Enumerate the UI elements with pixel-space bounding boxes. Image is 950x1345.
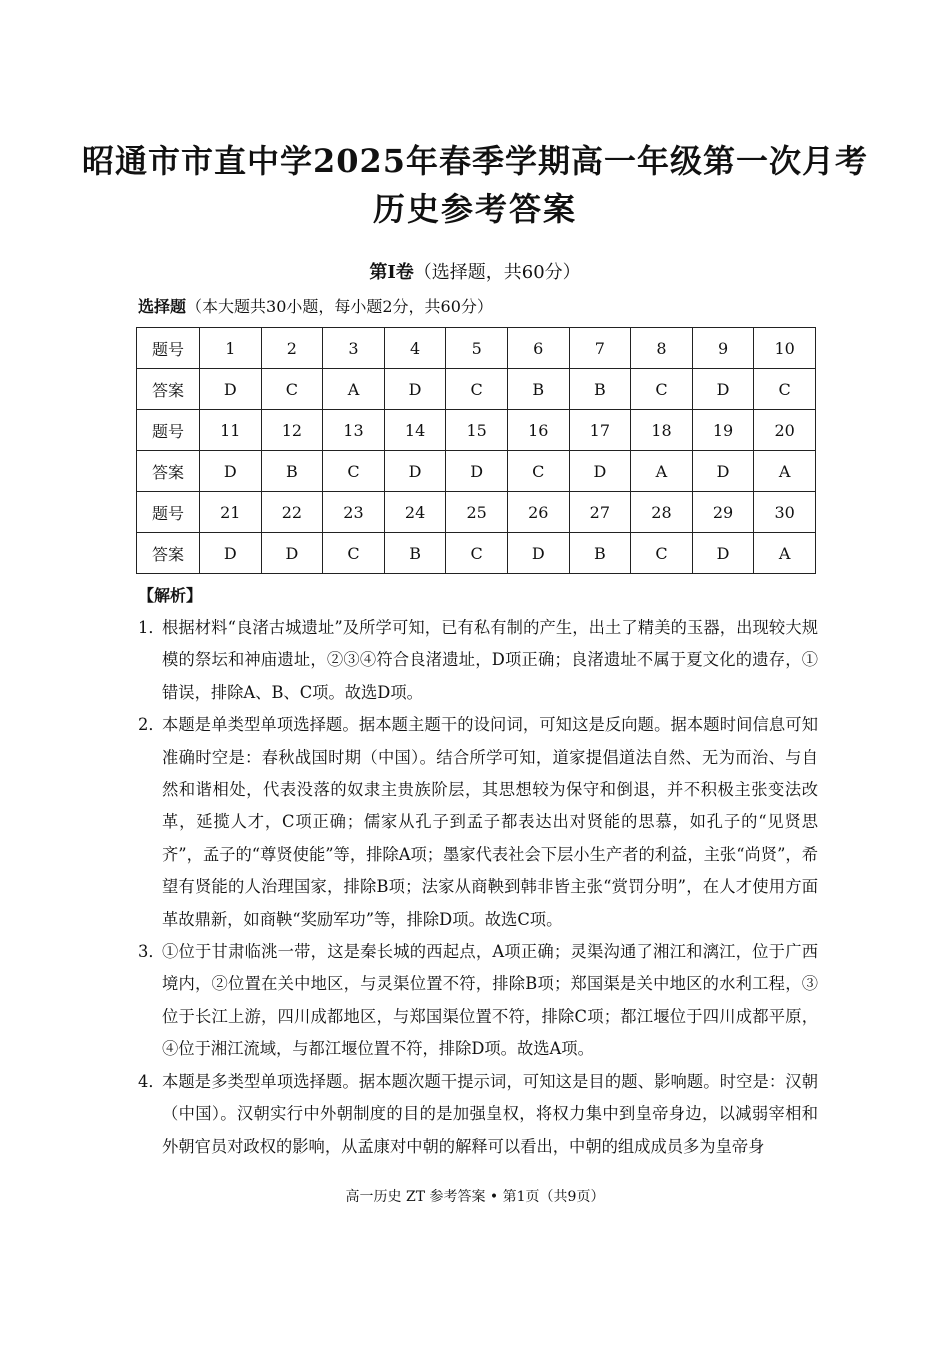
question-number-cell: 30 bbox=[754, 492, 816, 533]
question-number-cell: 21 bbox=[200, 492, 262, 533]
answer-cell: B bbox=[569, 533, 631, 574]
table-row-header: 答案 bbox=[137, 533, 200, 574]
answer-cell: A bbox=[754, 533, 816, 574]
answer-cell: A bbox=[631, 451, 693, 492]
answer-cell: C bbox=[446, 369, 508, 410]
question-number-cell: 23 bbox=[323, 492, 385, 533]
question-number-cell: 12 bbox=[261, 410, 323, 451]
question-number-cell: 9 bbox=[692, 328, 754, 369]
answer-cell: D bbox=[692, 369, 754, 410]
question-number-cell: 28 bbox=[631, 492, 693, 533]
answer-cell: D bbox=[384, 369, 446, 410]
question-number-cell: 17 bbox=[569, 410, 631, 451]
document-title: 昭通市市直中学2025年春季学期高一年级第一次月考 bbox=[81, 142, 869, 180]
item-number: 4． bbox=[138, 1071, 165, 1091]
answer-cell: C bbox=[631, 369, 693, 410]
table-number-row bbox=[137, 410, 816, 451]
answer-cell: B bbox=[384, 533, 446, 574]
item-number: 3． bbox=[138, 942, 165, 962]
answer-cell: D bbox=[569, 451, 631, 492]
item-text: 本题是多类型单项选择题。据本题次题干提示词，可知这是目的题、影响题。时空是：汉朝（中国）。汉朝实行中外朝制度的目的是加强皇权，将权力集中到皇帝身边，以减弱宰相和外朝官员对政权的影响，从孟康对中朝的解释可以看出，中朝的组成成员多为皇帝身 bbox=[162, 1071, 818, 1156]
question-number-cell: 15 bbox=[446, 410, 508, 451]
document-subtitle: 历史参考答案 bbox=[372, 190, 577, 228]
question-number-cell: 1 bbox=[200, 328, 262, 369]
answer-cell: D bbox=[446, 451, 508, 492]
answer-cell: A bbox=[754, 451, 816, 492]
analysis-label: 【解析】 bbox=[138, 586, 203, 605]
answer-cell: D bbox=[384, 451, 446, 492]
table-row-header: 题号 bbox=[137, 410, 200, 451]
question-number-cell: 11 bbox=[200, 410, 262, 451]
table-answer-row bbox=[137, 533, 816, 574]
table-row-header: 题号 bbox=[137, 328, 200, 369]
table-row-header: 题号 bbox=[137, 492, 200, 533]
question-number-cell: 14 bbox=[384, 410, 446, 451]
page-footer: 高一历史 ZT 参考答案 • 第1页（共9页） bbox=[345, 1189, 605, 1205]
question-number-cell: 26 bbox=[507, 492, 569, 533]
answer-cell: C bbox=[446, 533, 508, 574]
question-number-cell: 7 bbox=[569, 328, 631, 369]
answer-cell: B bbox=[507, 369, 569, 410]
answer-cell: C bbox=[754, 369, 816, 410]
section-note: （本大题共30小题，每小题2分，共60分） bbox=[186, 297, 493, 316]
table-answer-row bbox=[137, 451, 816, 492]
analysis-item bbox=[138, 709, 818, 936]
question-number-cell: 10 bbox=[754, 328, 816, 369]
table-row-header: 答案 bbox=[137, 369, 200, 410]
item-number: 2． bbox=[138, 715, 165, 735]
answer-table bbox=[136, 327, 816, 574]
answer-cell: D bbox=[200, 369, 262, 410]
table-number-row bbox=[137, 492, 816, 533]
answer-cell: C bbox=[631, 533, 693, 574]
part-heading bbox=[0, 258, 950, 284]
answer-cell: C bbox=[323, 451, 385, 492]
answer-cell: D bbox=[507, 533, 569, 574]
question-number-cell: 18 bbox=[631, 410, 693, 451]
question-number-cell: 29 bbox=[692, 492, 754, 533]
item-text: ①位于甘肃临洮一带，这是秦长城的西起点，A项正确；灵渠沟通了湘江和漓江，位于广西境内，②位置在关中地区，与灵渠位置不符，排除B项；郑国渠是关中地区的水利工程，③位于长江上游，四川成都地区，与郑国渠位置不符，排除C项；都江堰位于四川成都平原，④位于湘江流域，与都江堰位置不符，排除D项。故选A项。 bbox=[162, 942, 818, 1059]
question-number-cell: 5 bbox=[446, 328, 508, 369]
answer-cell: D bbox=[692, 451, 754, 492]
answer-cell: B bbox=[569, 369, 631, 410]
question-number-cell: 25 bbox=[446, 492, 508, 533]
answer-cell: C bbox=[323, 533, 385, 574]
answer-cell: C bbox=[507, 451, 569, 492]
table-row-header: 答案 bbox=[137, 451, 200, 492]
question-number-cell: 19 bbox=[692, 410, 754, 451]
analysis-list bbox=[138, 612, 818, 1163]
analysis-item bbox=[138, 612, 818, 709]
table-answer-row bbox=[137, 369, 816, 410]
item-number: 1． bbox=[138, 618, 165, 637]
question-number-cell: 3 bbox=[323, 328, 385, 369]
question-number-cell: 13 bbox=[323, 410, 385, 451]
item-text: 根据材料“良渚古城遗址”及所学可知，已有私有制的产生，出土了精美的玉器，出现较大规模的祭坛和神庙遗址，②③④符合良渚遗址，D项正确；良渚遗址不属于夏文化的遗存，①错误，排除A、B、C项。故选D项。 bbox=[162, 618, 818, 702]
question-number-cell: 20 bbox=[754, 410, 816, 451]
question-number-cell: 8 bbox=[631, 328, 693, 369]
analysis-item bbox=[138, 1066, 818, 1163]
answer-cell: D bbox=[692, 533, 754, 574]
question-number-cell: 24 bbox=[384, 492, 446, 533]
part-label: 第Ⅰ卷 bbox=[369, 262, 414, 283]
question-number-cell: 27 bbox=[569, 492, 631, 533]
question-number-cell: 6 bbox=[507, 328, 569, 369]
answer-cell: D bbox=[200, 533, 262, 574]
section-heading bbox=[138, 294, 493, 317]
section-label: 选择题 bbox=[138, 297, 187, 316]
answer-cell: D bbox=[200, 451, 262, 492]
answer-cell: C bbox=[261, 369, 323, 410]
item-text: 本题是单类型单项选择题。据本题主题干的设问词，可知这是反向题。据本题时间信息可知准确时空是：春秋战国时期（中国）。结合所学可知，道家提倡道法自然、无为而治、与自然和谐相处，代表没落的奴隶主贵族阶层，其思想较为保守和倒退，并不积极主张变法改革，延揽人才，C项正确；儒家从孔子到孟子都表达出对贤能的思慕，如孔子的“见贤思齐”，孟子的“尊贤使能”等，排除A项；墨家代表社会下层小生产者的利益，主张“尚贤”，希望有贤能的人治理国家，排除B项；法家从商鞅到韩非皆主张“赏罚分明”，在人才使用方面革故鼎新，如商鞅“奖励军功”等，排除D项。故选C项。 bbox=[162, 715, 818, 929]
analysis-item bbox=[138, 936, 818, 1066]
answer-cell: A bbox=[323, 369, 385, 410]
question-number-cell: 22 bbox=[261, 492, 323, 533]
part-note: （选择题，共60分） bbox=[413, 262, 581, 283]
answer-cell: D bbox=[261, 533, 323, 574]
question-number-cell: 2 bbox=[261, 328, 323, 369]
table-number-row bbox=[137, 328, 816, 369]
question-number-cell: 4 bbox=[384, 328, 446, 369]
question-number-cell: 16 bbox=[507, 410, 569, 451]
answer-cell: B bbox=[261, 451, 323, 492]
